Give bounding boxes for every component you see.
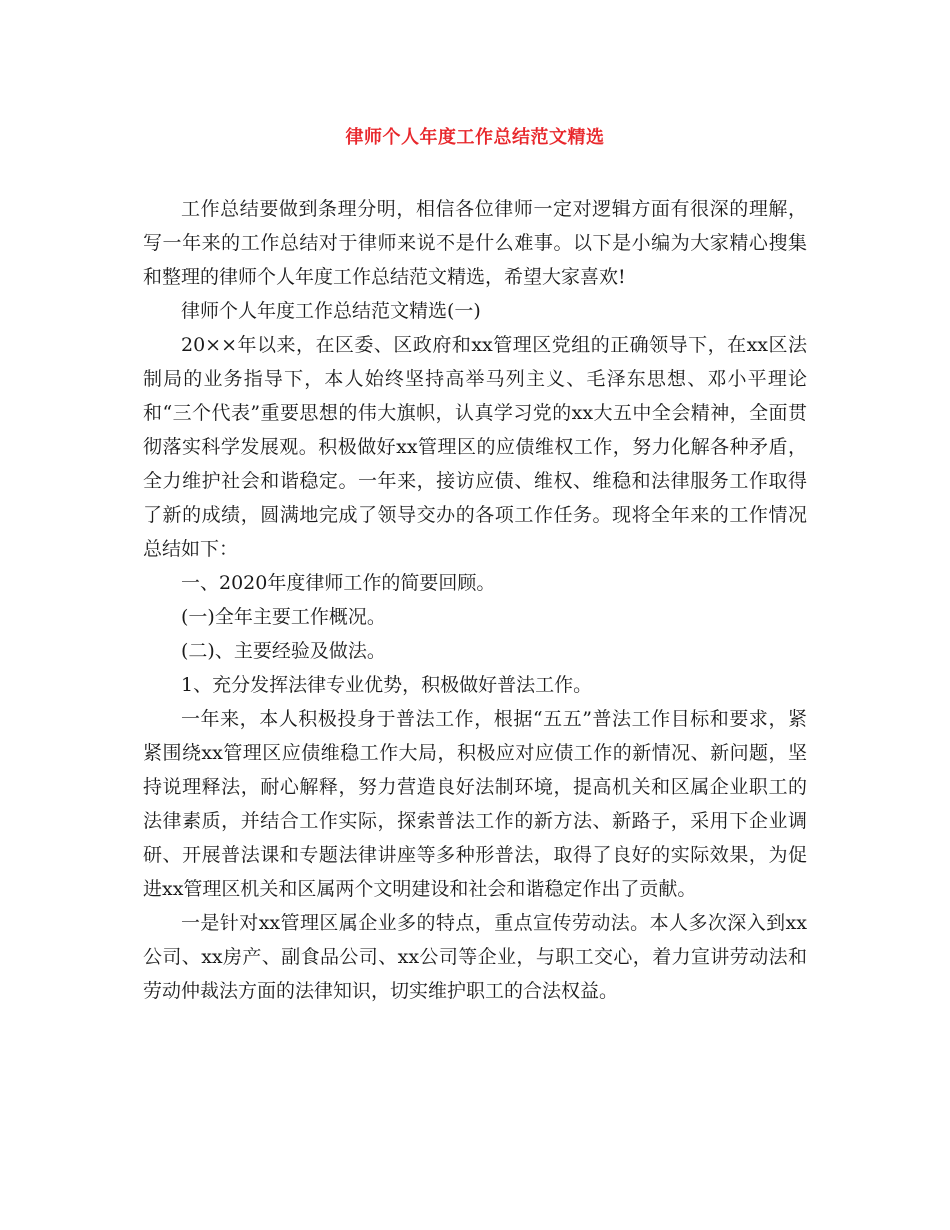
paragraph-legal-education: 一年来，本人积极投身于普法工作，根据“五五”普法工作目标和要求，紧紧围绕xx管理区应债维稳工作大局，积极应对应债工作的新情况、新问题，坚持说理释法，耐心解释，努力营造良好法制环境，提高机关和区属企业职工的法律素质，并结合工作实际，探索普法工作的新方法、新路子，采用下企业调研、开展普法课和专题法律讲座等多种形普法，取得了良好的实际效果，为促进xx管理区机关和区属两个文明建设和社会和谐稳定作出了贡献。 <box>143 708 807 900</box>
document-title: 律师个人年度工作总结范文精选 <box>345 127 605 148</box>
paragraph-heading-review: 一、2020年度律师工作的简要回顾。 <box>181 572 496 594</box>
paragraph-overview: 20××年以来，在区委、区政府和xx管理区党组的正确领导下，在xx区法制局的业务指导下，本人始终坚持高举马列主义、毛泽东思想、邓小平理论和“三个代表”重要思想的伟大旗帜，认真学习党的xx大五中全会精神，全面贯彻落实科学发展观。积极做好xx管理区的应债维权工作，努力化解各种矛盾，全力维护社会和谐稳定。一年来，接访应债、维权、维稳和法律服务工作取得了新的成绩，圆满地完成了领导交办的各项工作任务。现将全年来的工作情况总结如下： <box>143 334 807 560</box>
paragraph-labor-law: 一是针对xx管理区属企业多的特点，重点宣传劳动法。本人多次深入到xx公司、xx房产、副食品公司、xx公司等企业，与职工交心，着力宣讲劳动法和劳动仲裁法方面的法律知识，切实维护职工的合法权益。 <box>143 912 807 1002</box>
paragraph-intro: 工作总结要做到条理分明，相信各位律师一定对逻辑方面有很深的理解，写一年来的工作总结对于律师来说不是什么难事。以下是小编为大家精心搜集和整理的律师个人年度工作总结范文精选，希望大家喜欢! <box>143 198 807 288</box>
paragraph-heading-summary: (一)全年主要工作概况。 <box>181 606 386 628</box>
paragraph-heading-experience: (二)、主要经验及做法。 <box>181 640 386 662</box>
paragraph-heading-point-1: 1、充分发挥法律专业优势，积极做好普法工作。 <box>181 674 593 696</box>
document-body <box>143 192 807 1008</box>
paragraph-section-heading: 律师个人年度工作总结范文精选(一) <box>181 300 481 322</box>
